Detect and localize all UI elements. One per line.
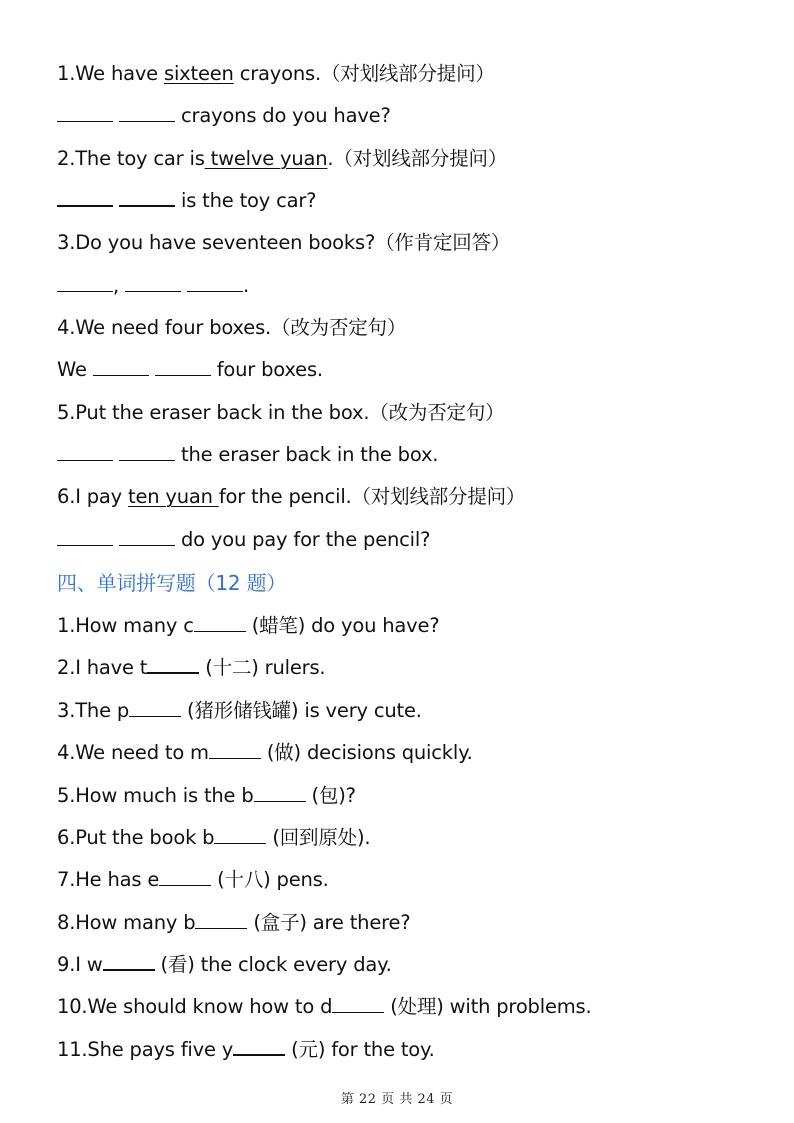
line-text: 11.She pays five y bbox=[57, 1038, 234, 1061]
q3-1-answer bbox=[57, 102, 391, 130]
page-footer: 第 22 页 共 24 页 bbox=[340, 1092, 454, 1107]
line-text: do you pay for the pencil? bbox=[175, 528, 431, 551]
line-text: is the toy car? bbox=[175, 189, 317, 212]
underlined-phrase: ten yuan bbox=[128, 485, 219, 508]
underlined-phrase: sixteen bbox=[163, 62, 234, 85]
answer-blank[interactable] bbox=[187, 290, 243, 292]
line-text: 1.How many c bbox=[57, 614, 194, 637]
line-text: . bbox=[243, 274, 249, 297]
line-text: (元) for the toy. bbox=[285, 1038, 435, 1061]
q3-1-sentence bbox=[57, 60, 495, 88]
answer-blank[interactable] bbox=[57, 204, 113, 207]
line-text: 5.How much is the b bbox=[57, 784, 254, 807]
q3-6-answer bbox=[57, 526, 430, 554]
line-text: (看) the clock every day. bbox=[154, 953, 392, 976]
line-text: (蜡笔) do you have? bbox=[245, 614, 440, 637]
answer-blank[interactable] bbox=[57, 290, 113, 292]
answer-blank[interactable] bbox=[233, 1053, 285, 1056]
q4-5 bbox=[57, 782, 356, 810]
line-text: 1.We have bbox=[57, 62, 164, 85]
underlined-phrase: twelve yuan bbox=[204, 147, 328, 170]
line-text: 7.He has e bbox=[57, 868, 160, 891]
line-text: four boxes. bbox=[210, 358, 323, 381]
line-text: 2.I have t bbox=[57, 656, 148, 679]
line-text: 2.The toy car is bbox=[57, 147, 205, 170]
line-text: (十二) rulers. bbox=[199, 656, 326, 679]
q4-4 bbox=[57, 739, 473, 767]
answer-blank[interactable] bbox=[195, 927, 247, 929]
line-text: crayons.（对划线部分提问） bbox=[233, 62, 495, 85]
line-text: 6.Put the book b bbox=[57, 826, 215, 849]
answer-blank[interactable] bbox=[93, 374, 149, 376]
answer-blank[interactable] bbox=[129, 715, 181, 717]
answer-blank[interactable] bbox=[57, 544, 113, 546]
q4-7 bbox=[57, 866, 329, 894]
line-text: .（对划线部分提问） bbox=[327, 147, 508, 170]
q3-5-answer bbox=[57, 441, 438, 469]
answer-blank[interactable] bbox=[119, 204, 175, 207]
q3-2-sentence bbox=[57, 145, 507, 173]
answer-blank[interactable] bbox=[209, 757, 261, 759]
line-text: 6.I pay bbox=[57, 485, 129, 508]
line-text: crayons do you have? bbox=[175, 104, 391, 127]
q4-3 bbox=[57, 697, 422, 725]
answer-blank[interactable] bbox=[159, 884, 211, 886]
q4-1 bbox=[57, 612, 439, 640]
q3-3-answer bbox=[57, 272, 249, 300]
answer-blank[interactable] bbox=[332, 1011, 384, 1013]
line-text: 10.We should know how to d bbox=[57, 995, 333, 1018]
line-text: 5.Put the eraser back in the box.（改为否定句） bbox=[57, 401, 505, 424]
line-text bbox=[181, 274, 187, 297]
line-text: 8.How many b bbox=[57, 911, 196, 934]
q4-11 bbox=[57, 1036, 435, 1064]
q3-6-sentence bbox=[57, 483, 525, 511]
answer-blank[interactable] bbox=[155, 374, 211, 376]
line-text: (做) decisions quickly. bbox=[260, 741, 473, 764]
answer-blank[interactable] bbox=[194, 630, 246, 632]
answer-blank[interactable] bbox=[119, 120, 175, 122]
line-text bbox=[113, 443, 119, 466]
line-text: We bbox=[57, 358, 93, 381]
q3-4-sentence bbox=[57, 314, 406, 342]
answer-blank[interactable] bbox=[57, 120, 113, 122]
q3-2-answer bbox=[57, 187, 316, 215]
line-text: (处理) with problems. bbox=[384, 995, 592, 1018]
line-text: (包)? bbox=[305, 784, 356, 807]
line-text: (盒子) are there? bbox=[247, 911, 411, 934]
q4-6 bbox=[57, 824, 370, 852]
line-text: 四、单词拼写题（12 题） bbox=[57, 571, 287, 595]
q4-10 bbox=[57, 993, 592, 1021]
answer-blank[interactable] bbox=[119, 544, 175, 546]
line-text: (十八) pens. bbox=[211, 868, 329, 891]
q3-5-sentence bbox=[57, 399, 504, 427]
q4-9 bbox=[57, 951, 392, 979]
line-text: , bbox=[113, 274, 125, 297]
line-text: 4.We need to m bbox=[57, 741, 209, 764]
line-text: (猪形储钱罐) is very cute. bbox=[181, 699, 422, 722]
q4-8 bbox=[57, 909, 410, 937]
section-4-heading bbox=[57, 569, 286, 597]
line-text: 9.I w bbox=[57, 953, 103, 976]
answer-blank[interactable] bbox=[103, 968, 155, 971]
line-text: the eraser back in the box. bbox=[175, 443, 439, 466]
line-text: for the pencil.（对划线部分提问） bbox=[218, 485, 526, 508]
answer-blank[interactable] bbox=[254, 800, 306, 802]
line-text: (回到原处). bbox=[266, 826, 371, 849]
q4-2 bbox=[57, 654, 325, 682]
line-text: 3.The p bbox=[57, 699, 130, 722]
line-text: 4.We need four boxes.（改为否定句） bbox=[57, 316, 407, 339]
q3-4-answer bbox=[57, 356, 323, 384]
line-text bbox=[149, 358, 155, 381]
answer-blank[interactable] bbox=[119, 459, 175, 461]
line-text bbox=[113, 189, 119, 212]
answer-blank[interactable] bbox=[214, 842, 266, 844]
answer-blank[interactable] bbox=[147, 671, 199, 674]
answer-blank[interactable] bbox=[57, 459, 113, 461]
line-text bbox=[113, 104, 119, 127]
line-text bbox=[113, 528, 119, 551]
line-text: 3.Do you have seventeen books?（作肯定回答） bbox=[57, 231, 511, 254]
q3-3-sentence bbox=[57, 229, 510, 257]
answer-blank[interactable] bbox=[125, 290, 181, 292]
